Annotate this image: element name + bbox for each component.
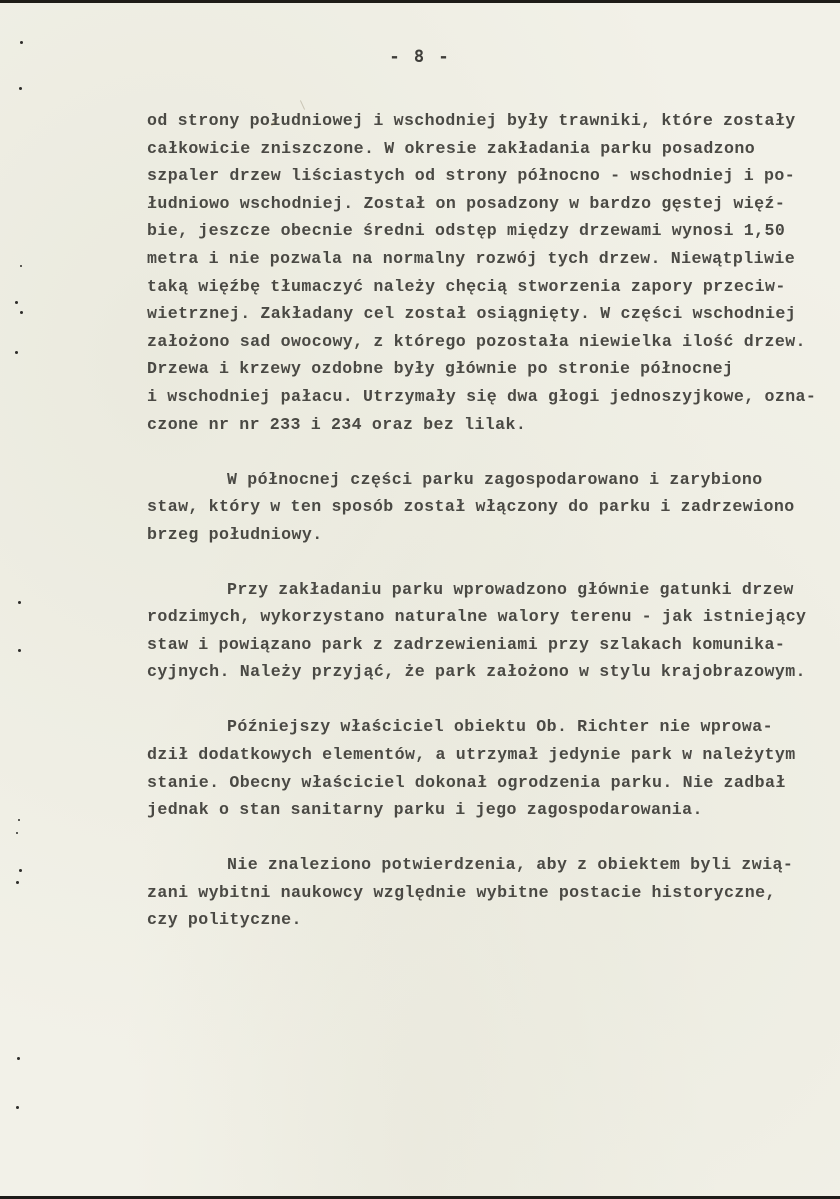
text-line: całkowicie zniszczone. W okresie zakładania parku posadzono (147, 138, 756, 158)
margin-mark (18, 649, 21, 652)
text-line: cyjnych. Należy przyjąć, że park założono w stylu krajobrazowym. (147, 662, 806, 682)
margin-mark (16, 881, 19, 884)
text-line: brzeg południowy. (147, 524, 323, 544)
typewritten-body (147, 107, 817, 934)
text-line: i wschodniej pałacu. Utrzymały się dwa głogi jednoszyjkowe, ozna- (147, 386, 817, 406)
text-line: rodzimych, wykorzystano naturalne walory terenu - jak istniejący (147, 607, 807, 627)
text-line: metra i nie pozwala na normalny rozwój tych drzew. Niewątpliwie (147, 248, 796, 268)
paragraph-3 (147, 576, 807, 686)
text-line: Przy zakładaniu parku wprowadzono głównie gatunki drzew (227, 579, 794, 599)
text-line: Późniejszy właściciel obiektu Ob. Richter nie wprowa- (227, 717, 773, 737)
margin-mark (20, 41, 23, 44)
text-line: stanie. Obecny właściciel dokonał ogrodzenia parku. Nie zadbał (147, 772, 786, 792)
margin-mark (15, 301, 18, 304)
text-line: Drzewa i krzewy ozdobne były głównie po stronie północnej (147, 359, 734, 379)
margin-mark (19, 869, 22, 872)
paragraph-gap (147, 548, 807, 575)
text-line: staw i powiązano park z zadrzewieniami przy szlakach komunika- (147, 634, 786, 654)
paragraph-gap (147, 824, 807, 851)
paragraph-1 (147, 107, 817, 438)
text-line: bie, jeszcze obecnie średni odstęp między drzewami wynosi 1,50 (147, 221, 786, 241)
document-page (0, 3, 840, 1196)
paragraph-5 (147, 851, 807, 934)
text-line: dził dodatkowych elementów, a utrzymał jedynie park w należytym (147, 745, 796, 765)
text-line: taką więźbę tłumaczyć należy chęcią stworzenia zapory przeciw- (147, 276, 786, 296)
text-line: szpaler drzew liściastych od strony północno - wschodniej i po- (147, 166, 796, 186)
margin-mark (20, 311, 23, 314)
paragraph-4 (147, 713, 807, 823)
text-line: Nie znaleziono potwierdzenia, aby z obiektem byli zwią- (227, 855, 794, 875)
margin-mark (15, 351, 18, 354)
text-line: W północnej części parku zagospodarowano i zarybiono (227, 469, 763, 489)
text-line: czone nr nr 233 i 234 oraz bez lilak. (147, 414, 527, 434)
text-line: jednak o stan sanitarny parku i jego zagospodarowania. (147, 800, 703, 820)
text-line: od strony południowej i wschodniej były trawniki, które zostały (147, 111, 796, 130)
margin-mark (18, 601, 21, 604)
text-line: wietrznej. Zakładany cel został osiągnięty. W części wschodniej (147, 304, 797, 324)
text-line: zani wybitni naukowcy względnie wybitne postacie historyczne, (147, 882, 776, 902)
margin-mark (16, 832, 18, 834)
text-line: łudniowo wschodniej. Został on posadzony w bardzo gęstej więź- (147, 193, 786, 213)
paragraph-2 (147, 466, 807, 549)
text-line: czy polityczne. (147, 910, 302, 930)
margin-mark (16, 1106, 19, 1109)
margin-mark (19, 87, 22, 90)
text-line: założono sad owocowy, z którego pozostała niewielka ilość drzew. (147, 331, 806, 351)
paragraph-gap (147, 438, 807, 465)
margin-mark (20, 265, 22, 267)
text-line: staw, który w ten sposób został włączony do parku i zadrzewiono (147, 497, 795, 517)
paragraph-gap (147, 686, 807, 713)
page-number: - 8 - (389, 47, 451, 67)
margin-mark (17, 1057, 20, 1060)
margin-mark (18, 819, 20, 821)
